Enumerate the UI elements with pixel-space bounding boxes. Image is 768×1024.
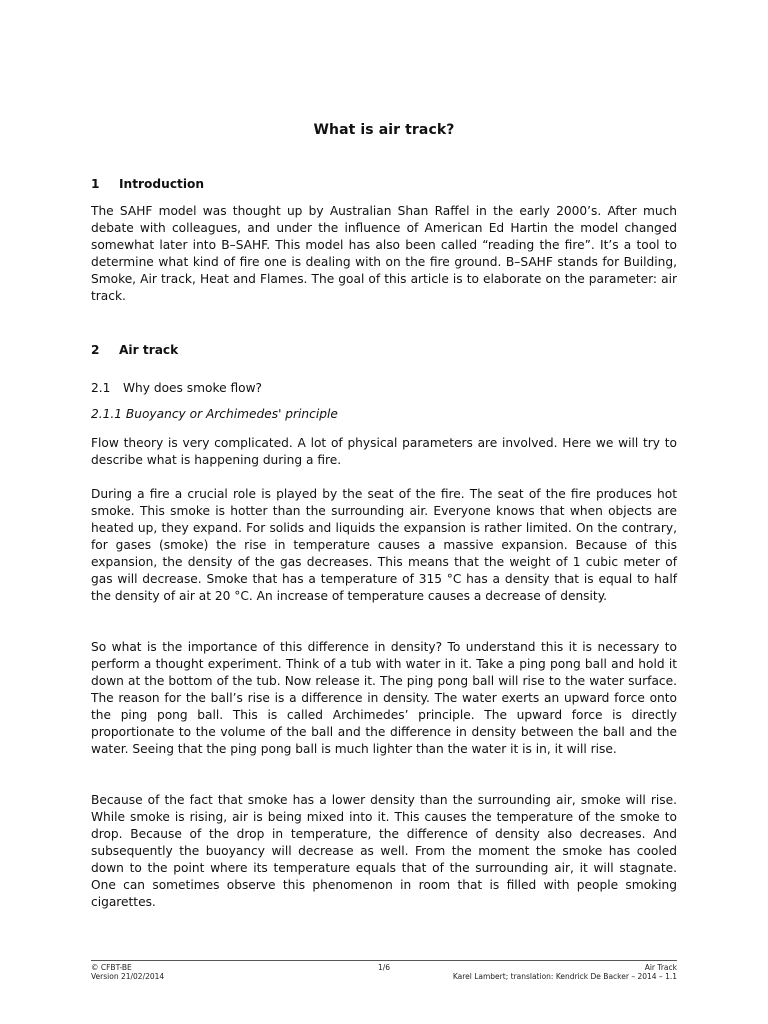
- subsection-2-1-heading: [91, 381, 262, 395]
- smoke-rise-paragraph: Because of the fact that smoke has a lower density than the surrounding air, smoke will rise. While smoke is rising, air is being mixed into it. This causes the temperature of the smoke to drop. Because of the drop in temperature, the difference of density also decreases. And subsequently the buoyancy will decrease as well. From the moment the smoke has cooled down to the point where its temperature equals that of the surrounding air, it will stagnate. One can sometimes observe this phenomenon in room that is filled with people smoking cigarettes.: [91, 793, 677, 909]
- flow-theory-paragraph: Flow theory is very complicated. A lot of physical parameters are involved. Here we will try to describe what is happening during a fire.: [91, 436, 677, 467]
- footer-version: Version 21/02/2014: [91, 972, 165, 981]
- seat-of-fire-paragraph: During a fire a crucial role is played by the seat of the fire. The seat of the fire produces hot smoke. This smoke is hotter than the surrounding air. Everyone knows that when objects are heated up, they expand. For solids and liquids the expansion is rather limited. On the contrary, for gases (smoke) the rise in temperature causes a massive expansion. Because of this expansion, the density of the gas decreases. This means that the weight of 1 cubic meter of gas will decrease. Smoke that has a temperature of 315 °C has a density that is equal to half the density of air at 20 °C. An increase of temperature causes a decrease of density.: [91, 487, 677, 603]
- section-2-number: 2: [91, 343, 100, 357]
- footer-authors: Karel Lambert; translation: Kendrick De Backer – 2014 – 1.1: [452, 972, 677, 981]
- footer-divider: [91, 960, 677, 961]
- document-title: What is air track?: [313, 122, 455, 138]
- footer-page-number: 1/6: [377, 963, 391, 972]
- footer-right: [453, 963, 677, 981]
- section-1-heading: [91, 177, 204, 191]
- footer-left: [91, 963, 164, 981]
- density-paragraph: So what is the importance of this difference in density? To understand this it is necessary to perform a thought experiment. Think of a tub with water in it. Take a ping pong ball and hold it down at the bottom of the tub. Now release it. The ping pong ball will rise to the water surface. The reason for the ball’s rise is a difference in density. The water exerts an upward force onto the ping pong ball. This is called Archimedes’ principle. The upward force is directly proportionate to the volume of the ball and the difference in density between the ball and the water. Seeing that the ping pong ball is much lighter than the water it is in, it will rise.: [91, 640, 677, 756]
- intro-paragraph: The SAHF model was thought up by Australian Shan Raffel in the early 2000’s. After much debate with colleagues, and under the influence of American Ed Hartin the model changed somewhat later into B–SAHF. This model has also been called “reading the fire”. It’s a tool to determine what kind of fire one is dealing with on the fire ground. B–SAHF stands for Building, Smoke, Air track, Heat and Flames. The goal of this article is to elaborate on the parameter: air track.: [91, 204, 677, 303]
- subsection-2-1-1-heading: 2.1.1 Buoyancy or Archimedes' principle: [91, 407, 338, 421]
- footer-copyright: © CFBT-BE: [91, 963, 132, 972]
- section-1-number: 1: [91, 177, 100, 191]
- section-1-title: Introduction: [119, 177, 205, 191]
- subsection-2-1-number: 2.1: [91, 381, 111, 395]
- section-2-title: Air track: [119, 343, 179, 357]
- footer-doc-title: Air Track: [644, 963, 677, 972]
- section-2-heading: [91, 343, 178, 357]
- subsection-2-1-title: Why does smoke flow?: [123, 381, 263, 395]
